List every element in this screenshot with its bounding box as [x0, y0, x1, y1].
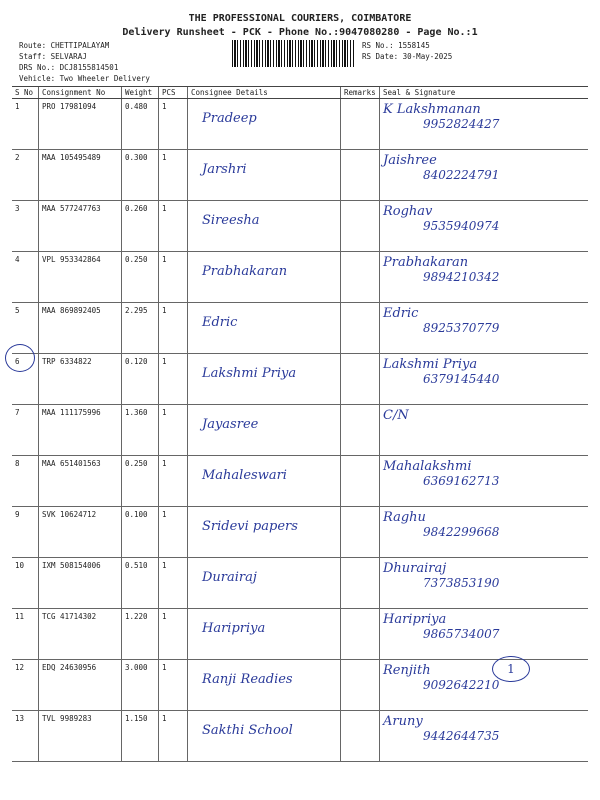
weight: 0.100	[122, 507, 159, 558]
table-row	[12, 99, 588, 150]
row-sno: 11	[12, 609, 39, 660]
consignment-no: TCG 41714302	[39, 609, 122, 660]
weight: 3.000	[122, 660, 159, 711]
company-title: THE PROFESSIONAL COURIERS, COIMBATORE	[188, 13, 412, 24]
table-row	[12, 150, 588, 201]
consignee-name: Haripriya	[188, 609, 341, 660]
remarks	[341, 99, 380, 150]
signature-name: Jaishree	[383, 153, 437, 168]
signature-phone: 6369162713	[423, 474, 500, 488]
col-weight: Weight	[122, 87, 159, 99]
table-row	[12, 711, 588, 762]
signature-phone: 9092642210	[423, 678, 500, 692]
signature-cell	[380, 507, 589, 558]
pcs: 1	[159, 609, 188, 660]
signature-name: Aruny	[383, 714, 423, 729]
row-sno: 1	[12, 99, 39, 150]
row-sno: 8	[12, 456, 39, 507]
row-sno: 4	[12, 252, 39, 303]
remarks	[341, 150, 380, 201]
pcs: 1	[159, 99, 188, 150]
consignee-name: Lakshmi Priya	[188, 354, 341, 405]
consignee-name: Edric	[188, 303, 341, 354]
consignment-no: MAA 577247763	[39, 201, 122, 252]
signature-cell	[380, 660, 589, 711]
signature-name: Edric	[383, 306, 419, 321]
pcs: 1	[159, 303, 188, 354]
consignee-name: Prabhakaran	[188, 252, 341, 303]
row-sno: 13	[12, 711, 39, 762]
signature-phone: 9865734007	[423, 627, 500, 641]
vehicle-text: Vehicle: Two Wheeler Delivery	[19, 74, 150, 83]
signature-cell	[380, 252, 589, 303]
remarks	[341, 252, 380, 303]
signature-cell	[380, 711, 589, 762]
consignment-no: PRO 17981094	[39, 99, 122, 150]
signature-phone: 9442644735	[423, 729, 500, 743]
signature-name: K Lakshmanan	[383, 102, 481, 117]
col-sno: S No	[12, 87, 39, 99]
signature-cell	[380, 303, 589, 354]
remarks	[341, 507, 380, 558]
signature-name: Prabhakaran	[383, 255, 469, 270]
weight: 2.295	[122, 303, 159, 354]
consignment-no: VPL 953342864	[39, 252, 122, 303]
pcs: 1	[159, 405, 188, 456]
signature-name: Dhurairaj	[383, 561, 447, 576]
remarks	[341, 354, 380, 405]
signature-phone: 8402224791	[423, 168, 500, 182]
remarks	[341, 405, 380, 456]
pcs: 1	[159, 660, 188, 711]
consignment-no: MAA 111175996	[39, 405, 122, 456]
signature-cell	[380, 609, 589, 660]
consignee-name: Jayasree	[188, 405, 341, 456]
consignee-name: Mahaleswari	[188, 456, 341, 507]
consignment-no: EDQ 24630956	[39, 660, 122, 711]
row-sno: 3	[12, 201, 39, 252]
pcs: 1	[159, 201, 188, 252]
weight: 1.150	[122, 711, 159, 762]
consignment-no: MAA 651401563	[39, 456, 122, 507]
page-mark: 1	[492, 656, 530, 682]
signature-cell	[380, 150, 589, 201]
remarks	[341, 711, 380, 762]
consignment-no: IXM 508154006	[39, 558, 122, 609]
signature-cell	[380, 405, 589, 456]
runsheet-subtitle: Delivery Runsheet - PCK - Phone No.:9047080280 - Page No.:1	[122, 27, 478, 38]
consignee-name: Jarshri	[188, 150, 341, 201]
remarks	[341, 303, 380, 354]
table-row	[12, 456, 588, 507]
consignment-no: MAA 105495489	[39, 150, 122, 201]
signature-name: Roghav	[383, 204, 433, 219]
pcs: 1	[159, 558, 188, 609]
drs-number: DRS No.: DCJ8155814501	[19, 63, 119, 72]
signature-phone: 9894210342	[423, 270, 500, 284]
weight: 0.300	[122, 150, 159, 201]
weight: 1.220	[122, 609, 159, 660]
row-sno: 9	[12, 507, 39, 558]
table-row	[12, 405, 588, 456]
col-signature: Seal & Signature	[380, 87, 589, 99]
remarks	[341, 609, 380, 660]
consignee-name: Ranji Readies	[188, 660, 341, 711]
row-sno: 5	[12, 303, 39, 354]
staff-text: Staff: SELVARAJ	[19, 52, 87, 61]
signature-name: Raghu	[383, 510, 426, 525]
rs-number: RS No.: 1558145	[362, 41, 430, 50]
row-sno: 12	[12, 660, 39, 711]
consignment-no: SVK 10624712	[39, 507, 122, 558]
signature-phone: 9952824427	[423, 117, 500, 131]
table-row	[12, 558, 588, 609]
signature-phone: 8925370779	[423, 321, 500, 335]
row-sno: 6	[12, 354, 39, 405]
table-row	[12, 609, 588, 660]
col-pcs: PCS	[159, 87, 188, 99]
signature-phone: 6379145440	[423, 372, 500, 386]
signature-cell	[380, 354, 589, 405]
pcs: 1	[159, 711, 188, 762]
consignee-name: Durairaj	[188, 558, 341, 609]
consignment-no: TVL 9989283	[39, 711, 122, 762]
signature-phone: 9535940974	[423, 219, 500, 233]
consignment-no: TRP 6334822	[39, 354, 122, 405]
signature-phone: 7373853190	[423, 576, 500, 590]
consignee-name: Sridevi papers	[188, 507, 341, 558]
col-consignment: Consignment No	[39, 87, 122, 99]
weight: 0.510	[122, 558, 159, 609]
consignment-no: MAA 869892405	[39, 303, 122, 354]
weight: 0.250	[122, 252, 159, 303]
consignee-name: Sakthi School	[188, 711, 341, 762]
row-sno: 10	[12, 558, 39, 609]
col-remarks: Remarks	[341, 87, 380, 99]
weight: 0.250	[122, 456, 159, 507]
weight: 0.120	[122, 354, 159, 405]
signature-cell	[380, 201, 589, 252]
pcs: 1	[159, 456, 188, 507]
table-row	[12, 354, 588, 405]
row-mark-circle	[5, 344, 35, 372]
row-sno: 2	[12, 150, 39, 201]
pcs: 1	[159, 354, 188, 405]
remarks	[341, 558, 380, 609]
consignee-name: Pradeep	[188, 99, 341, 150]
route-text: Route: CHETTIPALAYAM	[19, 41, 110, 50]
table-row	[12, 507, 588, 558]
pcs: 1	[159, 252, 188, 303]
table-row	[12, 201, 588, 252]
table-row	[12, 252, 588, 303]
weight: 0.480	[122, 99, 159, 150]
signature-cell	[380, 99, 589, 150]
barcode	[232, 40, 354, 67]
col-consignee: Consignee Details	[188, 87, 341, 99]
signature-name: Lakshmi Priya	[383, 357, 478, 372]
signature-name: Renjith	[383, 663, 431, 678]
pcs: 1	[159, 150, 188, 201]
signature-cell	[380, 558, 589, 609]
signature-phone: 9842299668	[423, 525, 500, 539]
remarks	[341, 456, 380, 507]
signature-name: Mahalakshmi	[383, 459, 472, 474]
row-sno: 7	[12, 405, 39, 456]
rs-date: RS Date: 30-May-2025	[362, 52, 453, 61]
pcs: 1	[159, 507, 188, 558]
signature-cell	[380, 456, 589, 507]
weight: 1.360	[122, 405, 159, 456]
signature-name: Haripriya	[383, 612, 447, 627]
remarks	[341, 201, 380, 252]
consignee-name: Sireesha	[188, 201, 341, 252]
signature-name: C/N	[383, 408, 409, 423]
remarks	[341, 660, 380, 711]
table-row	[12, 303, 588, 354]
weight: 0.260	[122, 201, 159, 252]
